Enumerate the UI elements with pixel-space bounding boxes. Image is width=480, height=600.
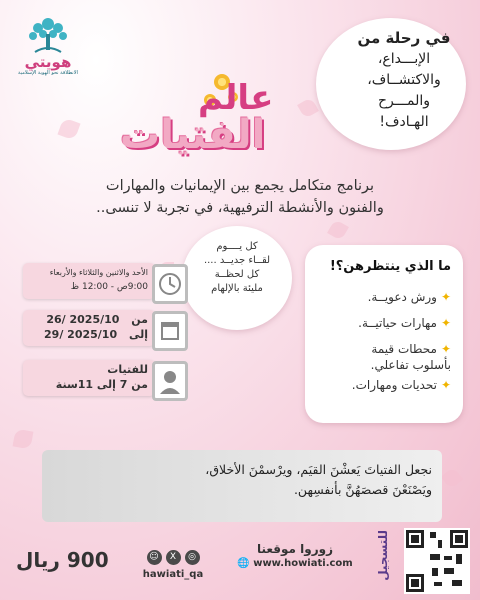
expectations-card [305,245,463,423]
schedule-days: الأحد والاثنين والثلاثاء والأربعاء [49,268,148,277]
description-line: والفنون والأنشطة الترفيهية، في تجربة لا تنسى.. [96,200,384,216]
expectation-item: ✦ورش دعويــة. [367,290,451,304]
social-links [138,544,208,580]
social-handle[interactable]: hawiati_qa [142,569,204,580]
journey-line: الهـادف! [379,114,429,130]
logo-brand: هويتي [24,53,72,71]
expectation-item: ✦مهارات حياتيــة. [358,316,451,330]
journey-line: والاكتشــاف، [367,72,441,88]
audience-line: من 7 إلى 11سنة [55,378,148,391]
website-link[interactable]: 🌐 www.howiati.com [237,558,353,569]
quote-text [52,460,432,500]
logo-tagline: الانطلاقة نحو الهوية الإسلامية [18,70,78,76]
to-label: إلى [128,328,148,341]
daily-line: لقــاء جديــد .... [203,255,271,266]
globe-icon: 🌐 [237,558,254,569]
instagram-icon[interactable]: ◎ [185,550,200,565]
petal-decoration [327,219,349,241]
daily-line: مليئة بالإلهام [211,283,263,294]
expectation-item: ✦محطات قيمة بأسلوب تفاعلي. [370,342,451,372]
from-label: من [131,313,148,326]
x-icon[interactable]: X [166,550,181,565]
visit-label: زوروا موقعنا [256,542,333,556]
clock-icon [152,264,188,304]
expectations-heading: ما الذي ينتظرهن؟! [329,259,451,274]
petal-decoration [13,429,34,450]
daily-line: كل يــــوم [216,241,258,252]
snapchat-icon[interactable]: ☺ [147,550,162,565]
journey-line: والمـــرح [377,93,431,109]
schedule-time: 9:00ص - 12:00 ظ [70,282,148,292]
petal-decoration [441,467,464,490]
daily-line: كل لحظــة [214,269,260,280]
title-girls: الفتيات [120,112,266,158]
register-label: للتسجيل [376,530,390,581]
tree-logo-icon [25,14,71,54]
dates-to [30,328,148,341]
sparkle-icon: ✦ [440,290,451,304]
audience-line: للفتيات [107,363,148,376]
calendar-icon [152,311,188,351]
sparkle-icon: ✦ [440,378,451,392]
to-date: 2025/10 /29 [44,328,118,341]
petal-decoration [57,117,80,140]
sparkle-icon: ✦ [440,342,451,356]
website-block [225,542,365,569]
logo [18,14,78,84]
quote-line: نجعل الفتياتَ يَعشْنَ القيَم، ويرْسمْنَ الأخلاق، [205,462,432,477]
qr-code[interactable] [404,528,470,594]
quote-line: ويَصْنَعْنَ قصصَهُنَّ بأنفسِهن. [293,482,432,497]
price: 900 ريال [16,548,109,572]
sparkle-icon: ✦ [440,316,451,330]
description-line: برنامج متكامل يجمع بين الإيمانيات والمهارات [105,178,375,194]
petal-decoration [297,97,319,119]
expectation-item: ✦تحديات ومهارات. [351,378,451,392]
journey-line: الإبـــداع، [377,51,431,67]
program-description [20,175,460,219]
dates-from [30,313,148,326]
girl-avatar-icon [152,361,188,401]
from-date: 2025/10 /26 [46,313,120,326]
journey-line: في رحلة من [357,29,451,47]
title-world: عالم [198,78,274,118]
journey-text [350,28,458,133]
daily-text [196,240,278,296]
